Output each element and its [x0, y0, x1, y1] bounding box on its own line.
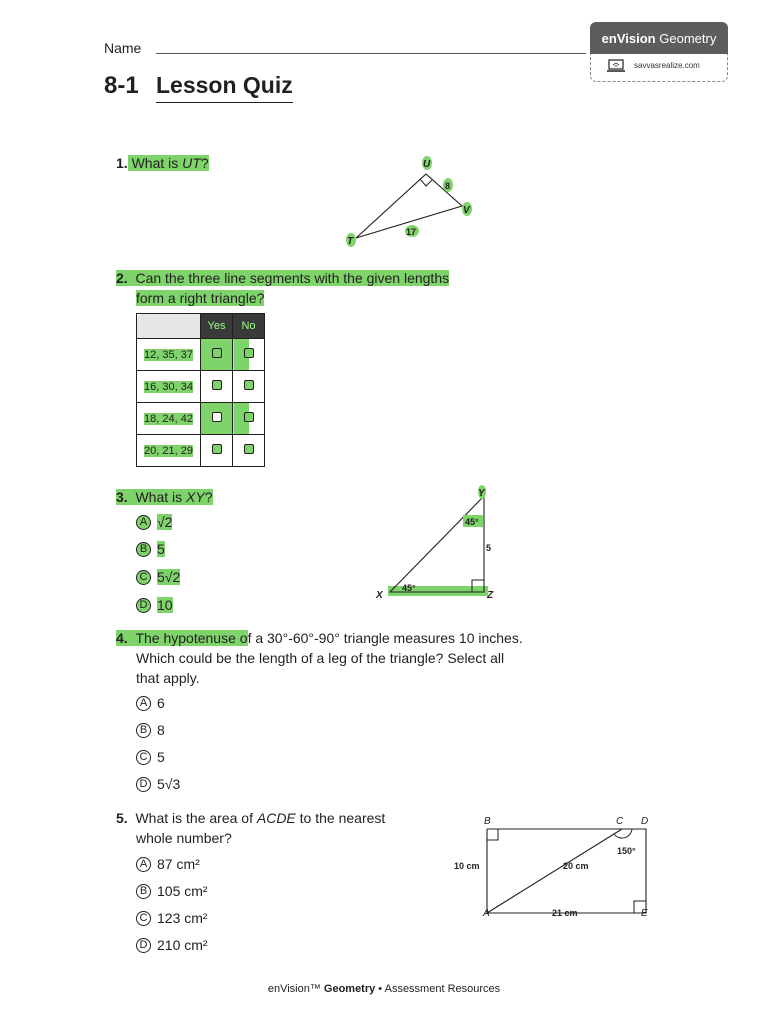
- q3-option-d[interactable]: D 10: [136, 597, 173, 613]
- q3-side-yz: 5: [486, 543, 492, 553]
- q2-line1: Can the three line segments with the given lengths: [135, 270, 450, 286]
- q3-angle-y: 45°: [465, 517, 479, 527]
- q5-label-a: A: [483, 908, 490, 919]
- no-checkbox[interactable]: [233, 371, 265, 403]
- col-no: No: [233, 314, 265, 339]
- footer-post: • Assessment Resources: [375, 983, 501, 995]
- q4-option-b[interactable]: B 8: [136, 722, 165, 738]
- q2-prompt: [116, 268, 449, 308]
- q3-option-b[interactable]: B 5: [136, 541, 165, 557]
- footer-pre: enVision™: [267, 983, 324, 995]
- brand-geometry: Geometry: [659, 30, 717, 46]
- q3-option-a[interactable]: A √2: [136, 514, 172, 530]
- q5-label-d: D: [641, 816, 649, 827]
- q3-label-x: X: [376, 590, 383, 601]
- col-yes: Yes: [201, 314, 233, 339]
- q4-number: 4.: [116, 630, 128, 646]
- table-row: [137, 435, 265, 467]
- name-label: Name: [104, 40, 142, 56]
- brand-en: en: [601, 30, 617, 46]
- table-corner: [137, 314, 201, 339]
- q5-label-b: B: [484, 816, 491, 827]
- q4-line3: that apply.: [136, 670, 200, 686]
- q4-line1-rest: f a 30°-60°-90° triangle measures 10 inches.: [247, 630, 523, 646]
- yes-checkbox[interactable]: [201, 403, 233, 435]
- q1-prompt: [116, 153, 209, 173]
- q3-text-pre: What is: [135, 489, 187, 505]
- page-footer: [0, 983, 768, 995]
- q2-table: [136, 313, 265, 467]
- brand-logo: [590, 22, 728, 54]
- no-checkbox[interactable]: [233, 435, 265, 467]
- q5-line2: whole number?: [136, 830, 232, 846]
- q5-option-b[interactable]: B 105 cm²: [136, 883, 208, 899]
- q1-label-v: V: [463, 205, 470, 216]
- laptop-icon: [606, 59, 626, 73]
- footer-bold: Geometry: [323, 983, 376, 995]
- q4-prompt: [116, 628, 523, 688]
- q1-var: UT: [182, 155, 201, 171]
- q3-triangle-figure: [372, 484, 502, 604]
- q1-label-u: U: [423, 159, 431, 170]
- table-row: [137, 371, 265, 403]
- yes-checkbox[interactable]: [201, 339, 233, 371]
- q5-text-pre: What is the area of: [135, 810, 257, 826]
- q5-var: ACDE: [256, 810, 296, 826]
- q3-option-c[interactable]: C 5√2: [136, 569, 180, 585]
- q4-option-a[interactable]: A 6: [136, 695, 165, 711]
- table-row: [137, 339, 265, 371]
- q3-number: 3.: [116, 489, 128, 505]
- q5-side-ae: 21 cm: [552, 908, 578, 918]
- q3-text-post: ?: [204, 489, 213, 505]
- brand-vision: Vision: [616, 30, 656, 46]
- website-url: savvasrealize.com: [634, 61, 700, 70]
- q3-label-y: Y: [478, 488, 485, 499]
- q5-option-a[interactable]: A 87 cm²: [136, 856, 200, 872]
- q1-triangle-figure: [340, 150, 480, 250]
- row-values: 18, 24, 42: [137, 403, 201, 435]
- q5-number: 5.: [116, 810, 128, 826]
- q1-label-uv: 8: [445, 181, 451, 191]
- q2-number: 2.: [116, 270, 128, 286]
- q5-option-c[interactable]: C 123 cm²: [136, 910, 208, 926]
- q3-var: XY: [186, 489, 205, 505]
- name-line[interactable]: [156, 53, 586, 54]
- q5-label-c: C: [616, 816, 624, 827]
- row-values: 12, 35, 37: [137, 339, 201, 371]
- q4-option-c[interactable]: C 5: [136, 749, 165, 765]
- q5-label-e: E: [641, 908, 648, 919]
- q5-side-ab: 10 cm: [454, 861, 480, 871]
- q5-quadrilateral-figure: [450, 810, 660, 922]
- q4-line1-hl: The hypotenuse o: [135, 630, 248, 646]
- lesson-number: 8-1: [104, 72, 139, 99]
- q5-angle-c: 150°: [617, 846, 636, 856]
- no-checkbox[interactable]: [233, 403, 265, 435]
- yes-checkbox[interactable]: [201, 435, 233, 467]
- row-values: 16, 30, 34: [137, 371, 201, 403]
- no-checkbox[interactable]: [233, 339, 265, 371]
- table-row: [137, 403, 265, 435]
- q3-angle-x: 45°: [402, 583, 416, 593]
- q5-side-ac: 20 cm: [563, 861, 589, 871]
- q5-option-d[interactable]: D 210 cm²: [136, 937, 208, 953]
- q5-text-post: to the nearest: [295, 810, 386, 826]
- lesson-title: Lesson Quiz: [156, 72, 293, 103]
- q3-prompt: [116, 487, 213, 507]
- q1-text-pre: What is: [127, 155, 183, 171]
- q1-text-post: ?: [200, 155, 209, 171]
- q1-label-t: T: [347, 236, 354, 247]
- q4-line2: Which could be the length of a leg of the triangle? Select all: [136, 650, 505, 666]
- q4-option-d[interactable]: D 5√3: [136, 776, 180, 792]
- yes-checkbox[interactable]: [201, 371, 233, 403]
- row-values: 20, 21, 29: [137, 435, 201, 467]
- q1-number: 1.: [116, 155, 128, 171]
- q5-prompt: [116, 808, 385, 848]
- q2-line2: form a right triangle?: [136, 290, 265, 306]
- q1-label-tv: 17: [406, 227, 417, 237]
- q3-label-z: Z: [487, 590, 494, 601]
